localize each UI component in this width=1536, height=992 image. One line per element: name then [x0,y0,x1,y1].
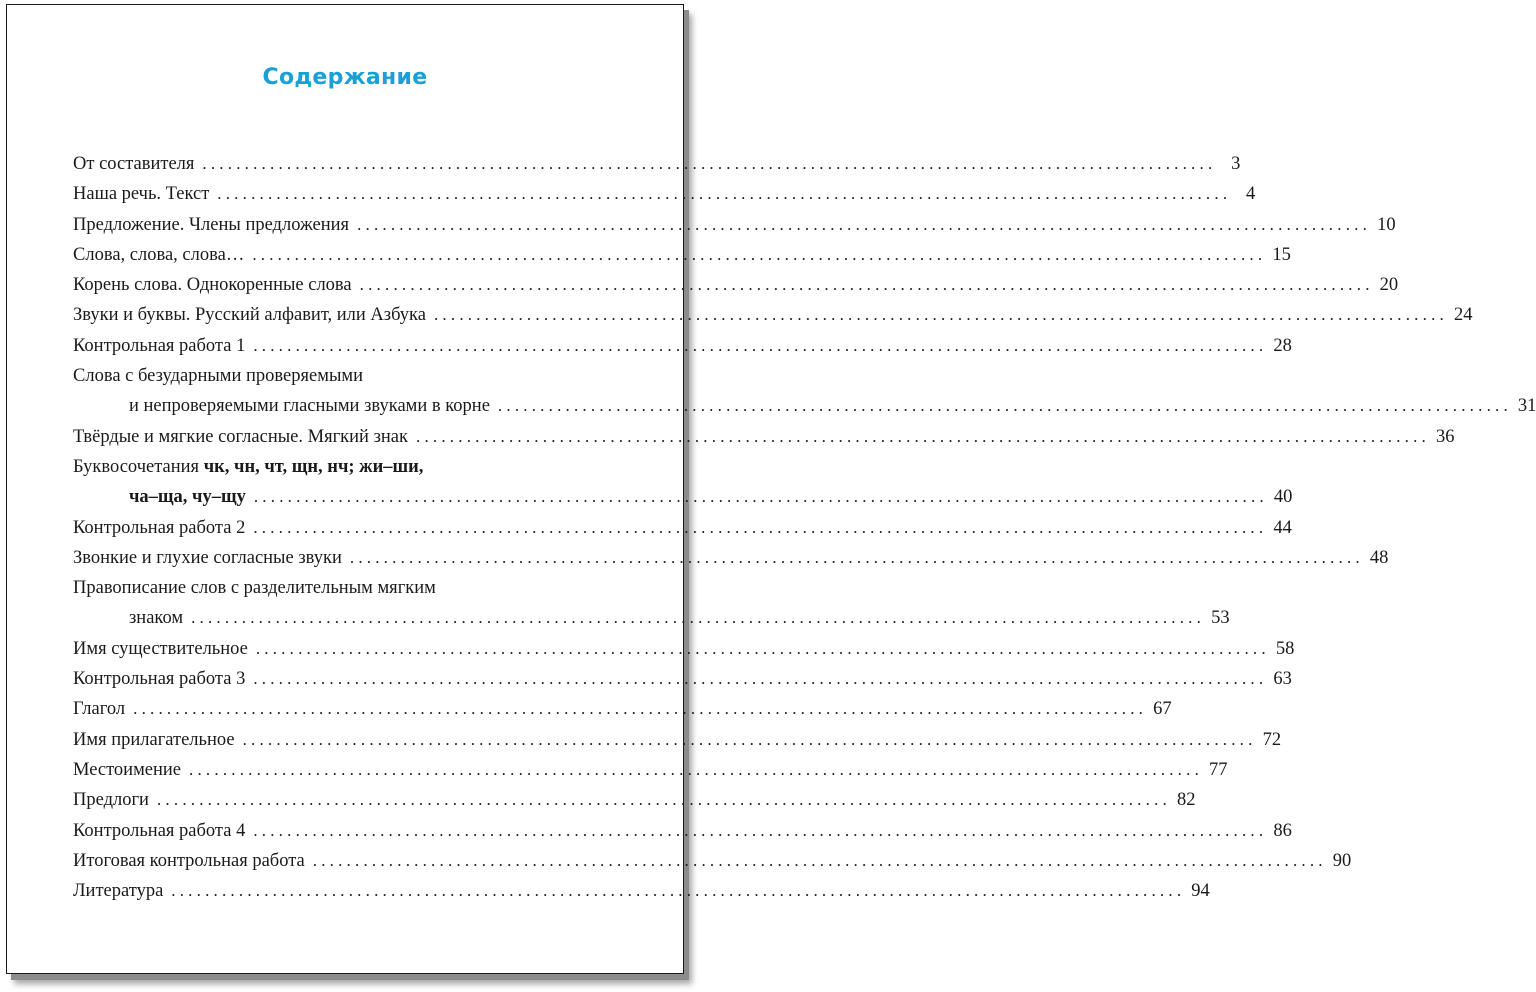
toc-entry-prepositions[interactable] [73,785,1196,815]
toc-entry-test-1[interactable] [73,331,1292,361]
toc-entry-page: 86 [1273,820,1292,841]
toc-entry-title: Итоговая контрольная работа [73,850,305,871]
dot-leader: ........................................................................................................................ [253,820,1268,840]
toc-entry-title-line1: Слова с безударными проверяемыми [73,366,363,387]
dot-leader: ........................................................................................................................ [217,184,1232,204]
toc-entry-title: Предлоги [73,790,149,811]
toc-entry-title-line2: ча–ща, чу–щу [129,487,246,508]
toc-entry-page: 67 [1153,699,1172,720]
toc-entry-words[interactable] [73,240,1291,270]
toc-entry-test-2[interactable] [73,513,1292,543]
dot-leader: ........................................................................................................................ [253,487,1268,507]
toc-entry-page: 40 [1273,487,1293,508]
toc-entry-page: 53 [1211,608,1230,629]
toc-entry-title: Имя существительное [73,638,248,659]
dot-leader: ........................................................................................................................ [433,305,1448,325]
toc-entry-from-compiler[interactable] [73,149,1241,179]
dot-leader: ........................................................................................................................ [242,729,1257,749]
dot-leader: ........................................................................................................................ [312,850,1327,870]
toc-entry-page: 72 [1262,729,1282,750]
dot-leader: ........................................................................................................................ [189,759,1204,779]
dot-leader: ........................................................................................................................ [252,244,1267,264]
toc-entry-title: Местоимение [73,759,182,780]
toc-entry-pronoun[interactable] [73,755,1228,785]
toc-entry-title-line2: знаком [129,608,184,629]
toc-entry-sounds-letters[interactable] [73,300,1473,330]
dot-leader: ........................................................................................................................ [359,275,1374,295]
dot-leader: ........................................................................................................................ [253,669,1268,689]
toc-entry-letter-combinations[interactable] [73,452,1293,513]
page-sheet [6,4,1536,974]
toc-entry-page: 31 [1517,396,1536,417]
toc-entry-title: Глагол [73,699,126,720]
toc-entry-page: 90 [1332,850,1352,871]
dot-leader: ........................................................................................................................ [255,638,1270,658]
toc-entry-title: Наша речь. Текст [73,184,210,205]
toc-entry-page: 10 [1377,214,1396,235]
toc-entry-noun[interactable] [73,634,1295,664]
toc-entry-title-prefix: Буквосочетания [73,456,204,477]
toc-entry-page: 82 [1176,790,1196,811]
toc-entry-title-line2: и непроверяемыми гласными звуками в корне [129,396,490,417]
toc-entry-page: 20 [1379,275,1399,296]
toc-entry-test-3[interactable] [73,664,1292,694]
toc-entry-page: 4 [1246,184,1256,205]
dot-leader: ........................................................................................................................ [357,214,1372,234]
table-of-contents [73,149,1536,906]
toc-entry-final-test[interactable] [73,846,1352,876]
toc-entry-page: 48 [1369,547,1389,568]
dot-leader: ........................................................................................................................ [133,699,1148,719]
toc-entry-title: Твёрдые и мягкие согласные. Мягкий знак [73,426,408,447]
toc-entry-page: 36 [1436,426,1455,447]
toc-entry-unstressed-vowels[interactable] [73,361,1536,422]
dot-leader: ........................................................................................................................ [171,881,1186,901]
toc-entry-word-root[interactable] [73,270,1399,300]
toc-entry-title: Слова, слова, слова… [73,244,245,265]
toc-entry-page: 28 [1273,335,1292,356]
toc-entry-title-line1 [73,452,423,482]
dot-leader: ........................................................................................................................ [202,154,1217,173]
dot-leader: ........................................................................................................................ [253,517,1268,537]
toc-entry-title: Контрольная работа 3 [73,669,246,690]
page-title: Содержание [262,65,428,90]
toc-entry-sentence[interactable] [73,210,1396,240]
dot-leader: ........................................................................................................................ [253,335,1268,355]
toc-entry-page: 77 [1209,759,1228,780]
toc-entry-title: Контрольная работа 2 [73,517,246,538]
toc-entry-title: Звуки и буквы. Русский алфавит, или Азбука [73,305,426,326]
toc-entry-title: Предложение. Члены предложения [73,214,350,235]
toc-entry-page: 58 [1275,638,1295,659]
toc-entry-verb[interactable] [73,694,1172,724]
toc-entry-page: 15 [1272,244,1291,265]
toc-entry-title: Корень слова. Однокоренные слова [73,275,352,296]
toc-entry-title: Контрольная работа 1 [73,335,246,356]
toc-entry-title: Имя прилагательное [73,729,235,750]
toc-entry-title-bold: чк, чн, чт, щн, нч; жи–ши, [203,456,424,477]
dot-leader: ........................................................................................................................ [349,547,1364,567]
toc-entry-title: От составителя [73,154,195,174]
toc-entry-soft-sign-spelling[interactable] [73,573,1230,634]
toc-entry-title-line1: Правописание слов с разделительным мягким [73,578,436,599]
toc-entry-title: Литература [73,881,164,902]
toc-entry-title: Контрольная работа 4 [73,820,246,841]
toc-entry-literature[interactable] [73,876,1210,906]
toc-entry-voiced-voiceless[interactable] [73,543,1389,573]
toc-entry-our-speech[interactable] [73,179,1256,209]
toc-entry-test-4[interactable] [73,816,1292,846]
toc-entry-adjective[interactable] [73,725,1282,755]
toc-entry-page: 94 [1191,881,1210,902]
toc-entry-page: 44 [1273,517,1292,538]
toc-entry-title: Звонкие и глухие согласные звуки [73,547,342,568]
toc-entry-hard-soft-consonants[interactable] [73,422,1455,452]
dot-leader: ........................................................................................................................ [416,426,1430,446]
dot-leader: ........................................................................................................................ [191,608,1206,628]
toc-entry-page: 3 [1231,154,1241,174]
dot-leader: ........................................................................................................................ [497,396,1512,416]
toc-entry-page: 24 [1453,305,1473,326]
dot-leader: ........................................................................................................................ [156,790,1171,810]
toc-entry-page: 63 [1273,669,1292,690]
